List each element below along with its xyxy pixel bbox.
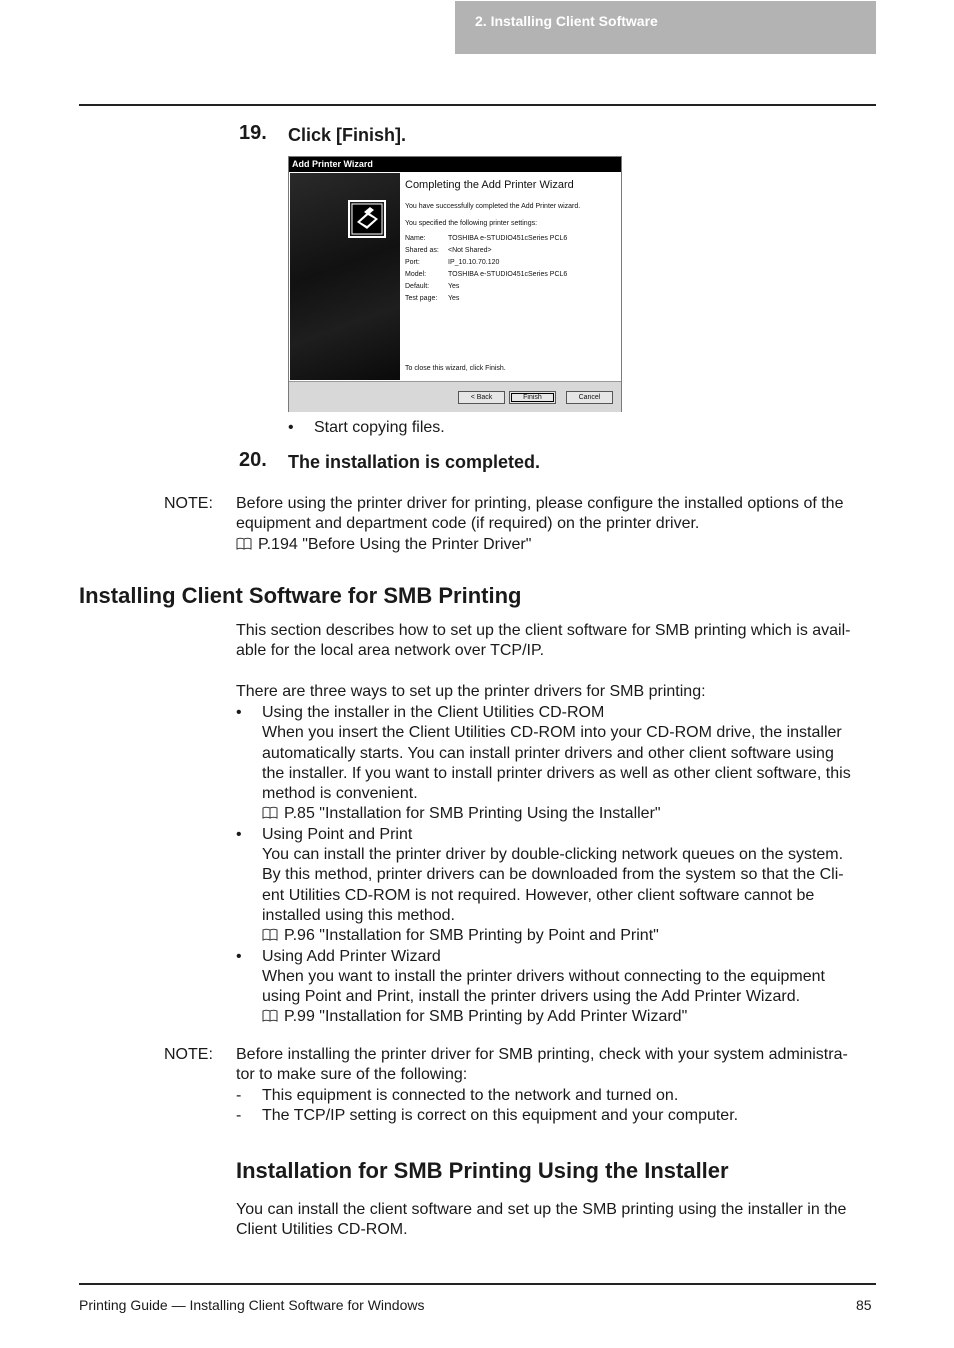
cross-reference[interactable]: P.194 "Before Using the Printer Driver" xyxy=(236,535,876,555)
printer-wizard-icon xyxy=(348,200,386,238)
chapter-tab xyxy=(455,1,876,54)
wizard-setting-row: Shared as: <Not Shared> xyxy=(405,247,492,254)
wizard-setting-row: Test page: Yes xyxy=(405,295,460,302)
list-item: - This equipment is connected to the network and turned on. xyxy=(236,1086,679,1104)
note-body: Before using the printer driver for printing, please configure the installed options of the equipment and department code (if required) on the printer driver. P.194 "Before Using the Printer Driver" xyxy=(236,494,876,555)
header-rule xyxy=(79,104,876,106)
wizard-setting-row: Name: TOSHIBA e-STUDIO451cSeries PCL6 xyxy=(405,235,568,242)
intro-paragraph: This section describes how to set up the client software for SMB printing which is avail- able for the local area network over TCP/IP. xyxy=(236,622,851,660)
list-item: • Using Add Printer Wizard When you want to install the printer drivers without connecting to the equipment using Point and Print, install the printer drivers using the Add Printer Wizard. P.99 "Installation for SMB Printing by Add Printer Wizard" xyxy=(236,947,876,1028)
cancel-button[interactable]: Cancel xyxy=(566,391,613,404)
step-20-text: The installation is completed. xyxy=(288,452,541,472)
subsection-paragraph: You can install the client software and set up the SMB printing using the installer in the Client Utilities CD-ROM. xyxy=(236,1201,847,1239)
wizard-heading: Completing the Add Printer Wizard xyxy=(405,179,574,191)
chapter-tab-label: 2. Installing Client Software xyxy=(475,13,658,29)
note-label: NOTE: xyxy=(164,495,213,512)
book-icon xyxy=(262,806,278,820)
wizard-setting-row: Default: Yes xyxy=(405,283,460,290)
wizard-settings-list xyxy=(405,233,617,305)
list-item: • Using the installer in the Client Utilities CD-ROM When you insert the Client Utilities CD-ROM into your CD-ROM drive, the installer automatically starts. You can install printer drivers and other client software using the installer. If you want to install printer drivers as well as other client software, this method is convenient. P.85 "Installation for SMB Printing Using the Installer" xyxy=(236,703,876,825)
finish-button[interactable]: Finish xyxy=(509,391,556,404)
list-item: • Using Point and Print You can install the printer driver by double-clicking network queues on the system. By this method, printer drivers can be downloaded from the system so that the Cli- ent Utilities CD-ROM is not required. However, other client software cannot be installed using this method. P.96 "Installation for SMB Printing by Point and Print" xyxy=(236,825,876,947)
step-19-text: Click [Finish]. xyxy=(288,125,407,145)
page-number: 85 xyxy=(856,1297,872,1313)
bullet-marker: • xyxy=(288,419,294,436)
wizard-button-bar xyxy=(289,381,621,412)
footer-title: Printing Guide — Installing Client Software for Windows xyxy=(79,1297,425,1313)
wizard-content xyxy=(405,179,617,372)
wizard-success-text: You have successfully completed the Add Printer wizard. xyxy=(405,203,581,210)
cross-reference[interactable]: P.96 "Installation for SMB Printing by Point and Print" xyxy=(262,926,876,946)
step-20-number: 20. xyxy=(239,449,267,471)
wizard-side-banner xyxy=(290,173,400,380)
start-copying-text: Start copying files. xyxy=(314,419,445,436)
wizard-specified-text: You specified the following printer settings: xyxy=(405,220,538,227)
wizard-title-bar: Add Printer Wizard xyxy=(289,157,621,172)
ways-intro: There are three ways to set up the printer drivers for SMB printing: xyxy=(236,683,706,700)
back-button[interactable]: < Back xyxy=(458,391,505,404)
methods-list xyxy=(236,703,876,1028)
book-icon xyxy=(262,1009,278,1023)
wizard-setting-row: Model: TOSHIBA e-STUDIO451cSeries PCL6 xyxy=(405,271,568,278)
footer-rule xyxy=(79,1283,876,1285)
add-printer-wizard-screenshot xyxy=(288,156,622,412)
step-19-number: 19. xyxy=(239,122,267,144)
wizard-close-hint: To close this wizard, click Finish. xyxy=(405,365,506,372)
list-item: - The TCP/IP setting is correct on this equipment and your computer. xyxy=(236,1106,739,1124)
cross-reference[interactable]: P.85 "Installation for SMB Printing Using the Installer" xyxy=(262,804,876,824)
wizard-setting-row: Port: IP_10.10.70.120 xyxy=(405,259,500,266)
note-label: NOTE: xyxy=(164,1046,213,1063)
cross-reference[interactable]: P.99 "Installation for SMB Printing by Add Printer Wizard" xyxy=(262,1007,876,1027)
subsection-title: Installation for SMB Printing Using the Installer xyxy=(236,1158,729,1183)
note-body: Before installing the printer driver for SMB printing, check with your system administra- tor to make sure of the following: - This equipment is connected to the network and turned on. - The TCP/IP setting is correct on this equipment and your computer. xyxy=(236,1045,876,1126)
section-title: Installing Client Software for SMB Printing xyxy=(79,583,522,608)
book-icon xyxy=(262,928,278,942)
book-icon xyxy=(236,537,252,551)
